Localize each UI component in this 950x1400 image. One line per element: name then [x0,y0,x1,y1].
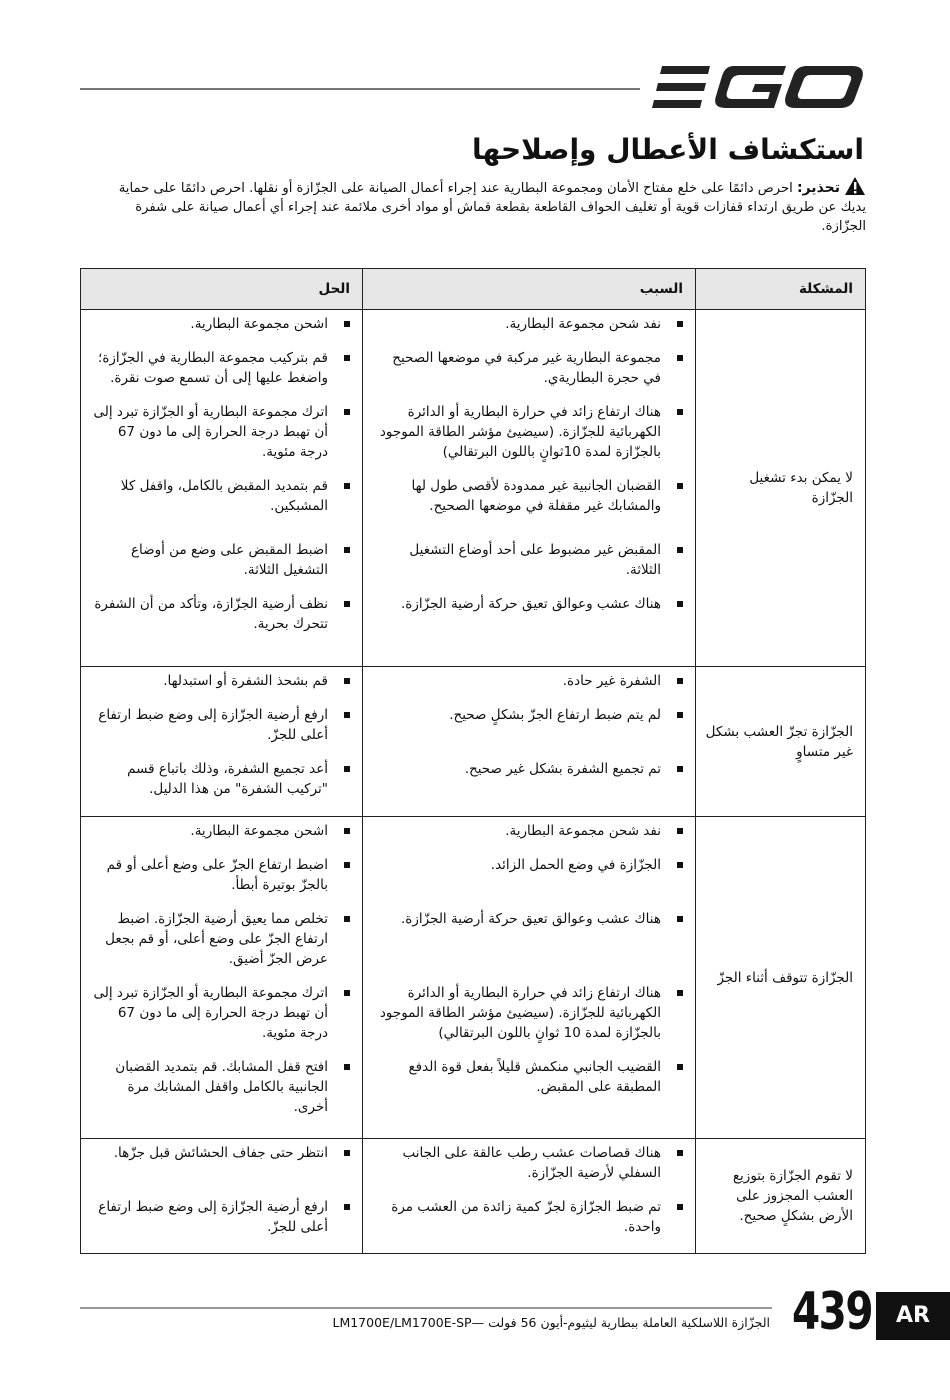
page-number: 439 [792,1282,872,1342]
solution-item: ارفع أرضية الجزّازة إلى وضع ضبط ارتفاع أعلى للجزّ. [91,1197,354,1237]
solution-item: أعد تجميع الشفرة، وذلك باتباع قسم "تركيب الشفرة" من هذا الدليل. [91,759,354,799]
cause-item: هناك ارتفاع زائد في حرارة البطارية أو الدائرة الكهربائية للجزّازة. (سيضيئ مؤشر الطاقة الموجود بالجزّازة لمدة 10 ثوانٍ باللون البرتقالي) [373,983,687,1043]
header-problem: المشكلة [696,269,866,310]
solution-item: تخلص مما يعيق أرضية الجزّازة. اضبط ارتفاع الجزّ على وضع أعلى، أو قم بجعل عرض الجزّ أضيق. [91,909,354,969]
cause-item: لم يتم ضبط ارتفاع الجزّ بشكلٍ صحيح. [373,705,687,745]
cause-cell [363,310,696,667]
warning-label: تحذير: [797,180,840,196]
table-row [81,1139,866,1254]
language-badge: AR [876,1292,950,1340]
cause-item: هناك ارتفاع زائد في حرارة البطارية أو الدائرة الكهربائية للجزّازة. (سيضيئ مؤشر الطاقة الموجود بالجزّازة لمدة 10ثوانٍ باللون البرتقالي) [373,402,687,462]
cause-cell [363,817,696,1139]
solution-item: نظف أرضية الجزّازة، وتأكد من أن الشفرة تتحرك بحرية. [91,594,354,634]
cause-item: تم تجميع الشفرة بشكل غير صحيح. [373,759,687,779]
cause-item: القضيب الجانبي منكمش قليلاً بفعل قوة الدفع المطبقة على المقبض. [373,1057,687,1097]
table-row [81,817,866,1139]
table-row [81,667,866,817]
solution-item: اشحن مجموعة البطارية. [91,821,354,841]
problem-cell: الجزّازة تتوقف أثناء الجزّ [696,817,866,1139]
problem-cell: لا يمكن بدء تشغيل الجزّازة [696,310,866,667]
brand-logo [652,62,864,112]
warning-triangle-icon [844,176,866,196]
troubleshooting-table [80,268,866,1254]
problem-cell: لا تقوم الجزّازة بتوزيع العشب المجزوز على الأرض بشكلٍ صحيح. [696,1139,866,1254]
solution-cell [81,667,363,817]
solution-item: قم بشحذ الشفرة أو استبدلها. [91,671,354,691]
solution-item: انتظر حتى جفاف الحشائش قبل جزّها. [91,1143,354,1183]
cause-cell [363,667,696,817]
page-title: استكشاف الأعطال وإصلاحها [471,133,864,166]
solution-item: افتح قفل المشابك. قم بتمديد القضبان الجانبية بالكامل واقفل المشابك مرة أخرى. [91,1057,354,1117]
cause-item: القضبان الجانبية غير ممدودة لأقصى طول لها والمشابك غير مقفلة في موضعها الصحيح. [373,476,687,516]
problem-cell: الجزّازة تجزّ العشب بشكل غير متساوٍ [696,667,866,817]
cause-cell [363,1139,696,1254]
solution-item: اضبط المقبض على وضع من أوضاع التشغيل الثلاثة. [91,540,354,580]
solution-item: اشحن مجموعة البطارية. [91,314,354,334]
cause-item: تم ضبط الجزّازة لجزّ كمية زائدة من العشب مرة واحدة. [373,1197,687,1237]
warning-notice [104,176,866,236]
warning-text: احرص دائمًا على خلع مفتاح الأمان ومجموعة البطارية عند إجراء أعمال الصيانة على الجزّازة أو نقلها. احرص دائمًا على حماية يديك عن طريق ارتداء قفازات قوية أو تغليف الحواف القاطعة بقطعة قماش أو مواد أخرى ملائمة عند إجراء أي أعمال صيانة على شفرة الجزّازة. [118,181,866,234]
solution-item: اترك مجموعة البطارية أو الجزّازة تبرد إلى أن تهبط درجة الحرارة إلى ما دون 67 درجة مئوية. [91,402,354,462]
cause-item: الجزّازة في وضع الحمل الزائد. [373,855,687,895]
solution-cell [81,817,363,1139]
cause-item: الشفرة غير حادة. [373,671,687,691]
solution-item: قم بتمديد المقبض بالكامل، واقفل كلا المشبكين. [91,476,354,516]
solution-item: ارفع أرضية الجزّازة إلى وضع ضبط ارتفاع أعلى للجزّ. [91,705,354,745]
header-rule [80,88,640,90]
header-cause: السبب [363,269,696,310]
table-header-row [81,269,866,310]
cause-item: هناك عشب وعوالق تعيق حركة أرضية الجزّازة. [373,594,687,614]
solution-item: اترك مجموعة البطارية أو الجزّازة تبرد إلى أن تهبط درجة الحرارة إلى ما دون 67 درجة مئوية. [91,983,354,1043]
cause-item: هناك قصاصات عشب رطب عالقة على الجانب السفلي لأرضية الجزّازة. [373,1143,687,1183]
footer-rule [80,1307,772,1309]
cause-item: المقبض غير مضبوط على أحد أوضاع التشغيل الثلاثة. [373,540,687,580]
table-row [81,310,866,667]
cause-item: هناك عشب وعوالق تعيق حركة أرضية الجزّازة. [373,909,687,969]
solution-cell [81,310,363,667]
cause-item: نفد شحن مجموعة البطارية. [373,821,687,841]
cause-item: نفد شحن مجموعة البطارية. [373,314,687,334]
cause-item: مجموعة البطارية غير مركبة في موضعها الصحيح في حجرة البطاريةي. [373,348,687,388]
solution-cell [81,1139,363,1254]
header-solution: الحل [81,269,363,310]
solution-item: قم بتركيب مجموعة البطارية في الجزّازة؛ واضغط عليها إلى أن تسمع صوت نقرة. [91,348,354,388]
solution-item: اضبط ارتفاع الجزّ على وضع أعلى أو قم بالجزّ بوتيرة أبطأ. [91,855,354,895]
footer-product-name: الجزّازة اللاسلكية العاملة ببطارية ليثيوم-أيون 56 فولت —LM1700E/LM1700E-SP [332,1315,770,1330]
